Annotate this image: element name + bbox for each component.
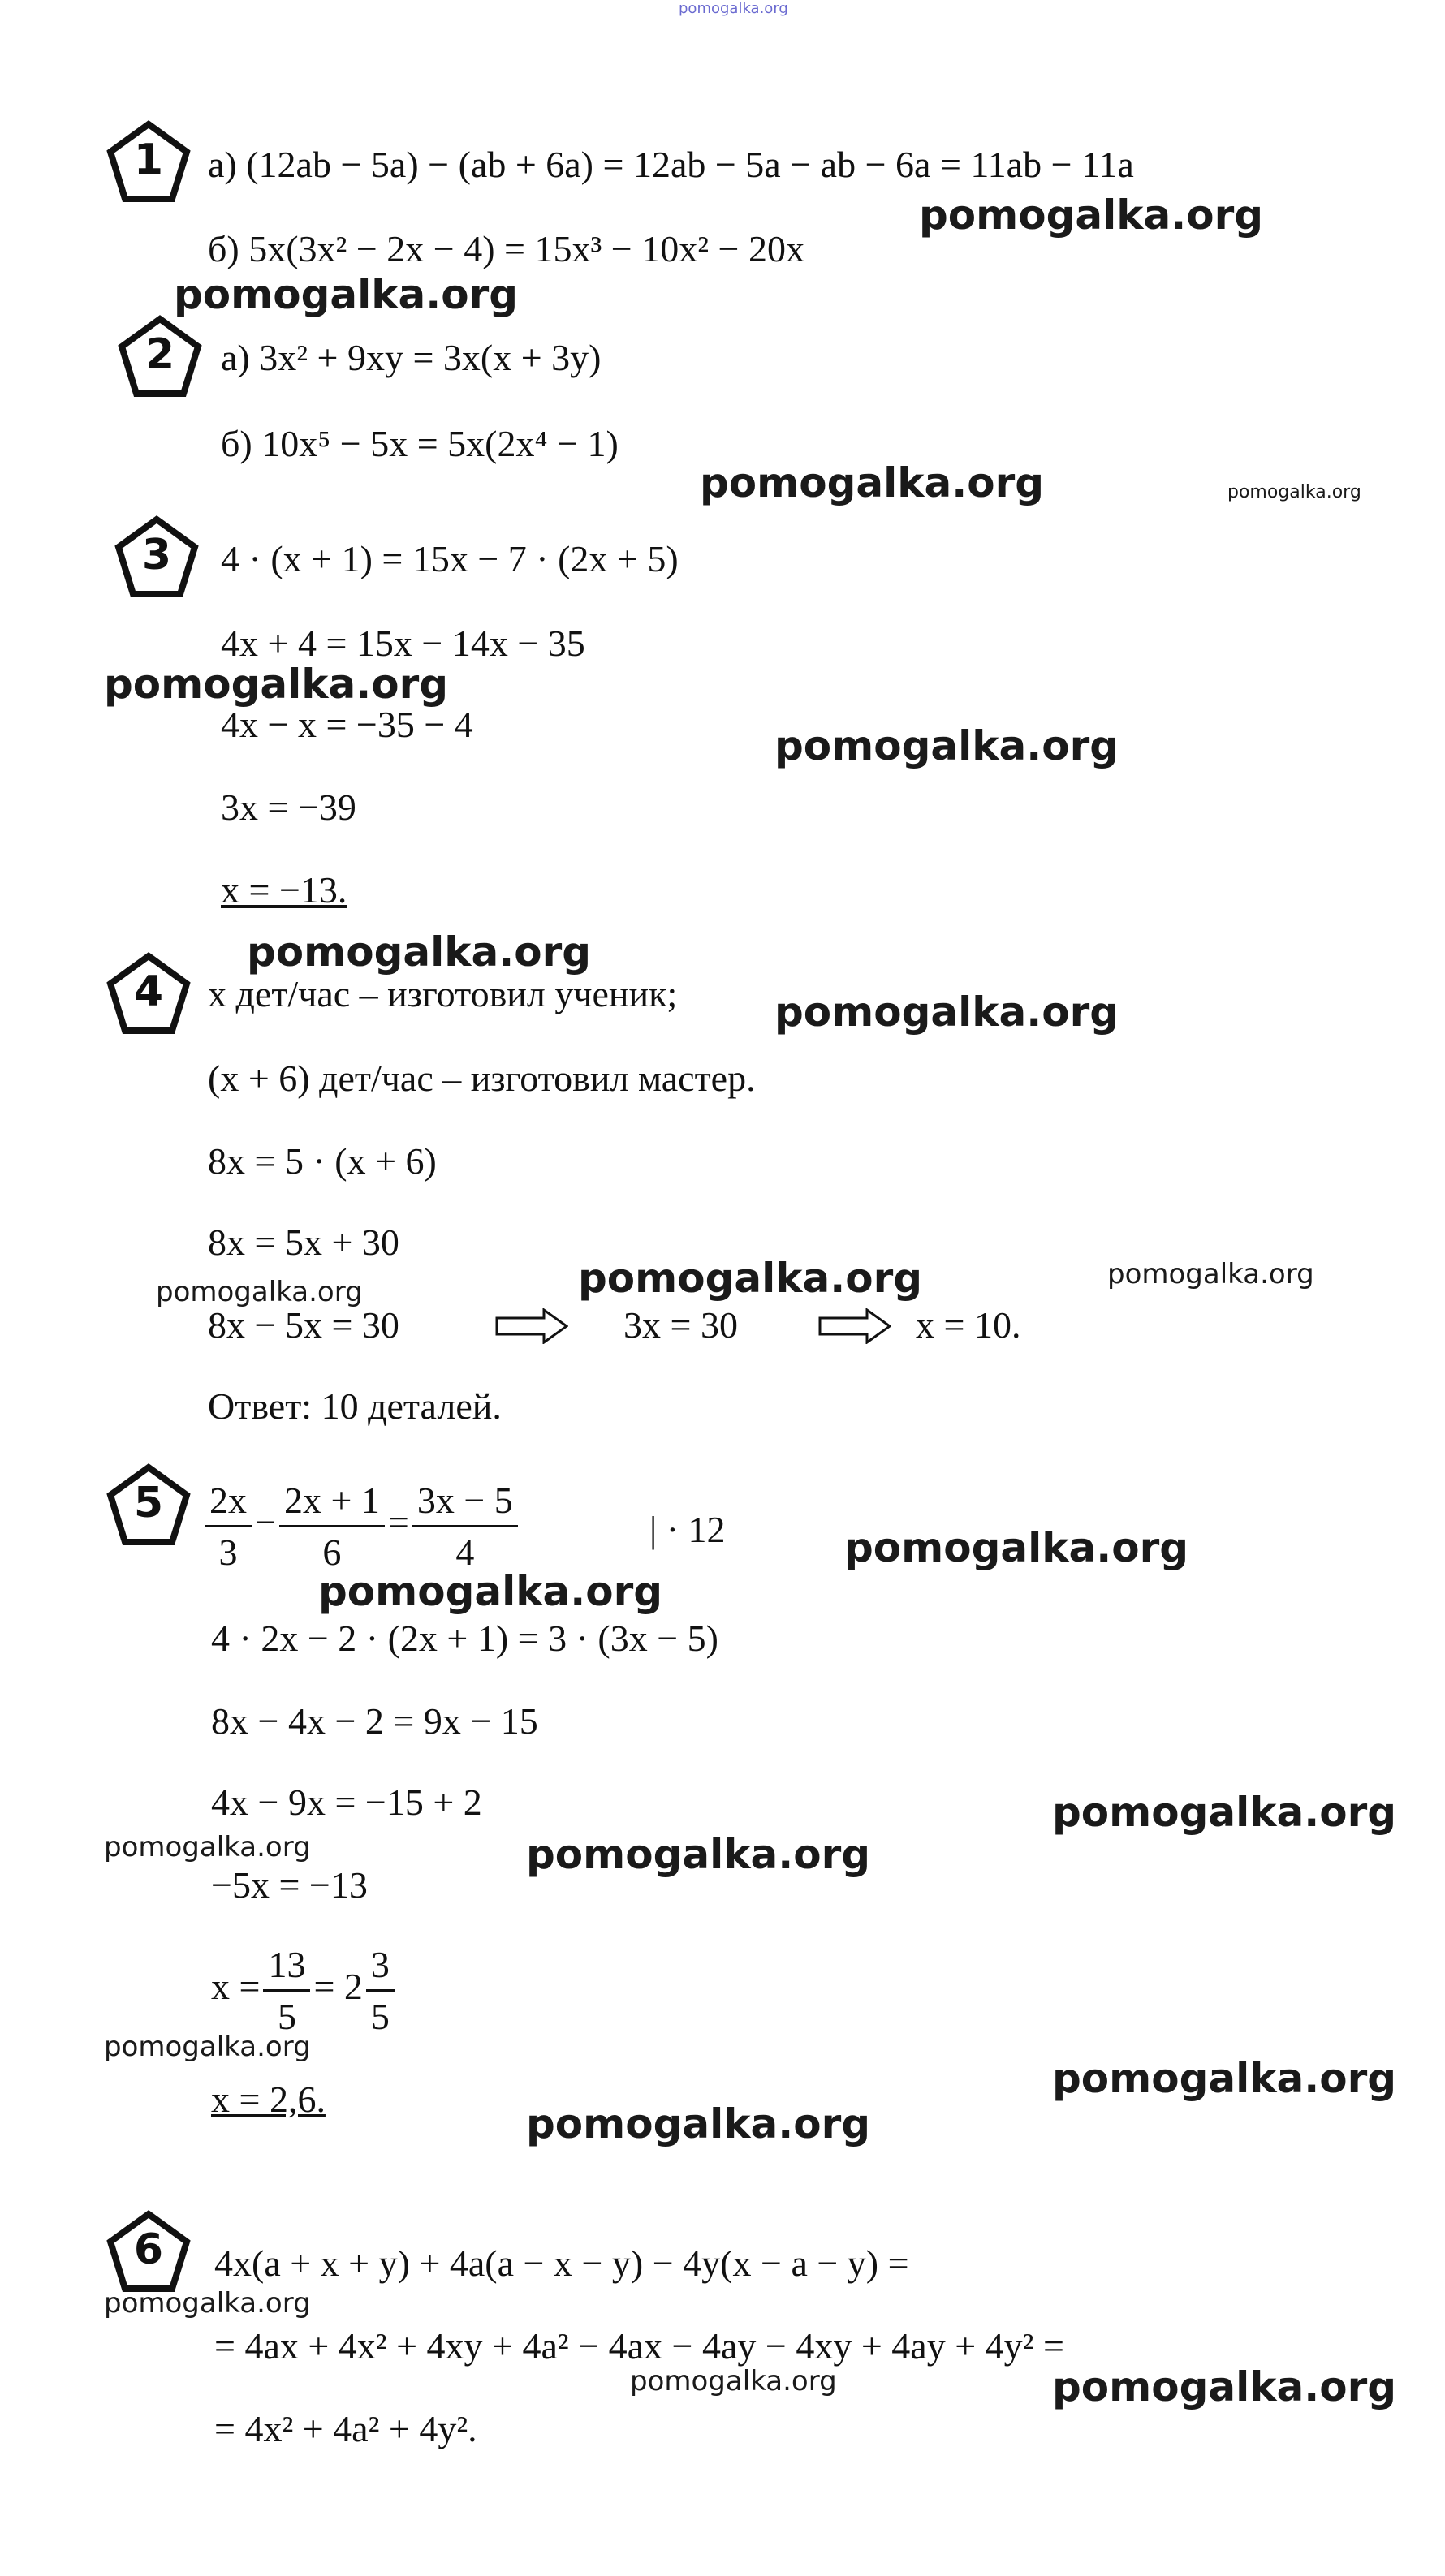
watermark: pomogalka.org (247, 928, 592, 976)
task-5-line-7: x = 2,6. (211, 2078, 326, 2120)
task-4-line-2: (x + 6) дет/час – изготовил мастер. (208, 1058, 756, 1099)
task-4-line-1: x дет/час – изготовил ученик; (208, 973, 678, 1014)
task-4-badge (104, 950, 193, 1039)
watermark: pomogalka.org (526, 1831, 871, 1878)
watermark: pomogalka.org (318, 1568, 663, 1615)
watermark: pomogalka.org (1052, 2363, 1397, 2410)
implies-arrow-icon (818, 1308, 891, 1347)
task-6-line-2: = 4ax + 4x² + 4xy + 4a² − 4ax − 4ay − 4xy + 4ay + 4y² = (214, 2325, 1064, 2367)
watermark: pomogalka.org (104, 1831, 311, 1863)
task-2-number: 2 (144, 330, 175, 379)
watermark-top: pomogalka.org (679, 0, 788, 17)
task-5-line-4: 4x − 9x = −15 + 2 (211, 1781, 482, 1823)
task-2-line-b: б) 10x⁵ − 5x = 5x(2x⁴ − 1) (221, 423, 619, 464)
task-5-line-3: 8x − 4x − 2 = 9x − 15 (211, 1700, 538, 1742)
watermark: pomogalka.org (104, 661, 449, 708)
watermark: pomogalka.org (104, 2031, 311, 2063)
task-3-line-2: 4x + 4 = 15x − 14x − 35 (221, 622, 585, 664)
watermark: pomogalka.org (1052, 2055, 1397, 2102)
fraction: $\frac{2x}{3}$ (205, 1479, 252, 1574)
task-6-number: 6 (133, 2225, 164, 2274)
fraction: $\frac{3}{5}$ (366, 1943, 395, 2038)
task-4-line-4: 8x = 5x + 30 (208, 1221, 399, 1263)
watermark: pomogalka.org (526, 2100, 871, 2147)
task-2-line-a: а) 3x² + 9xy = 3x(x + 3y) (221, 337, 602, 378)
task-1-line-a: а) (12ab − 5a) − (ab + 6a) = 12ab − 5a − ab − 6a = 11ab − 11a (208, 144, 1134, 185)
task-4-line-5c: x = 10. (916, 1304, 1021, 1346)
task-5-equation: $\frac{2x}{3}$ − $\frac{2x + 1}{6}$ = $\frac{3x - 5}{4}$ (201, 1479, 521, 1574)
task-6-line-1: 4x(a + x + y) + 4a(a − x − y) − 4y(x − a − y) = (214, 2242, 909, 2284)
task-5-line-6: x = $\frac{13}{5}$ = 2 $\frac{3}{5}$ (211, 1943, 398, 2038)
watermark: pomogalka.org (104, 2287, 311, 2320)
task-4-line-5b: 3x = 30 (623, 1304, 738, 1346)
watermark: pomogalka.org (700, 459, 1045, 506)
watermark: pomogalka.org (630, 2365, 837, 2397)
implies-arrow-icon (495, 1308, 568, 1347)
task-5-line-2: 4 · 2x − 2 · (2x + 1) = 3 · (3x − 5) (211, 1618, 718, 1659)
watermark: pomogalka.org (774, 989, 1119, 1036)
watermark: pomogalka.org (156, 1276, 363, 1308)
task-3-line-3: 4x − x = −35 − 4 (221, 704, 473, 745)
watermark: pomogalka.org (844, 1524, 1189, 1571)
task-4-number: 4 (133, 967, 164, 1016)
task-4-line-3: 8x = 5 · (x + 6) (208, 1140, 437, 1182)
task-4-answer: Ответ: 10 деталей. (208, 1385, 502, 1427)
watermark: pomogalka.org (174, 271, 519, 318)
task-6-badge (104, 2208, 193, 2297)
task-3-line-4: 3x = −39 (221, 786, 356, 828)
task-5-number: 5 (133, 1479, 164, 1527)
task-3-line-5: x = −13. (221, 869, 347, 911)
task-1-number: 1 (133, 136, 164, 184)
task-2-badge (115, 312, 205, 402)
fraction: $\frac{2x + 1}{6}$ (279, 1479, 385, 1574)
fraction: $\frac{13}{5}$ (263, 1943, 310, 2038)
task-5-line-5: −5x = −13 (211, 1864, 368, 1906)
task-4-line-5a: 8x − 5x = 30 (208, 1304, 399, 1346)
fraction: $\frac{3x - 5}{4}$ (412, 1479, 518, 1574)
task-3-badge (112, 513, 201, 602)
watermark: pomogalka.org (578, 1255, 923, 1302)
task-6-line-3: = 4x² + 4a² + 4y². (214, 2408, 477, 2449)
watermark: pomogalka.org (1107, 1258, 1314, 1290)
task-3-line-1: 4 · (x + 1) = 15x − 7 · (2x + 5) (221, 538, 679, 579)
watermark: pomogalka.org (1052, 1789, 1397, 1836)
watermark: pomogalka.org (774, 722, 1119, 769)
task-5-badge (104, 1461, 193, 1550)
watermark: pomogalka.org (919, 192, 1264, 239)
task-3-number: 3 (141, 531, 172, 579)
watermark: pomogalka.org (1227, 482, 1361, 502)
task-5-multiplier: | · 12 (649, 1509, 726, 1550)
task-1-badge (104, 118, 193, 207)
task-1-line-b: б) 5x(3x² − 2x − 4) = 15x³ − 10x² − 20x (208, 228, 804, 269)
